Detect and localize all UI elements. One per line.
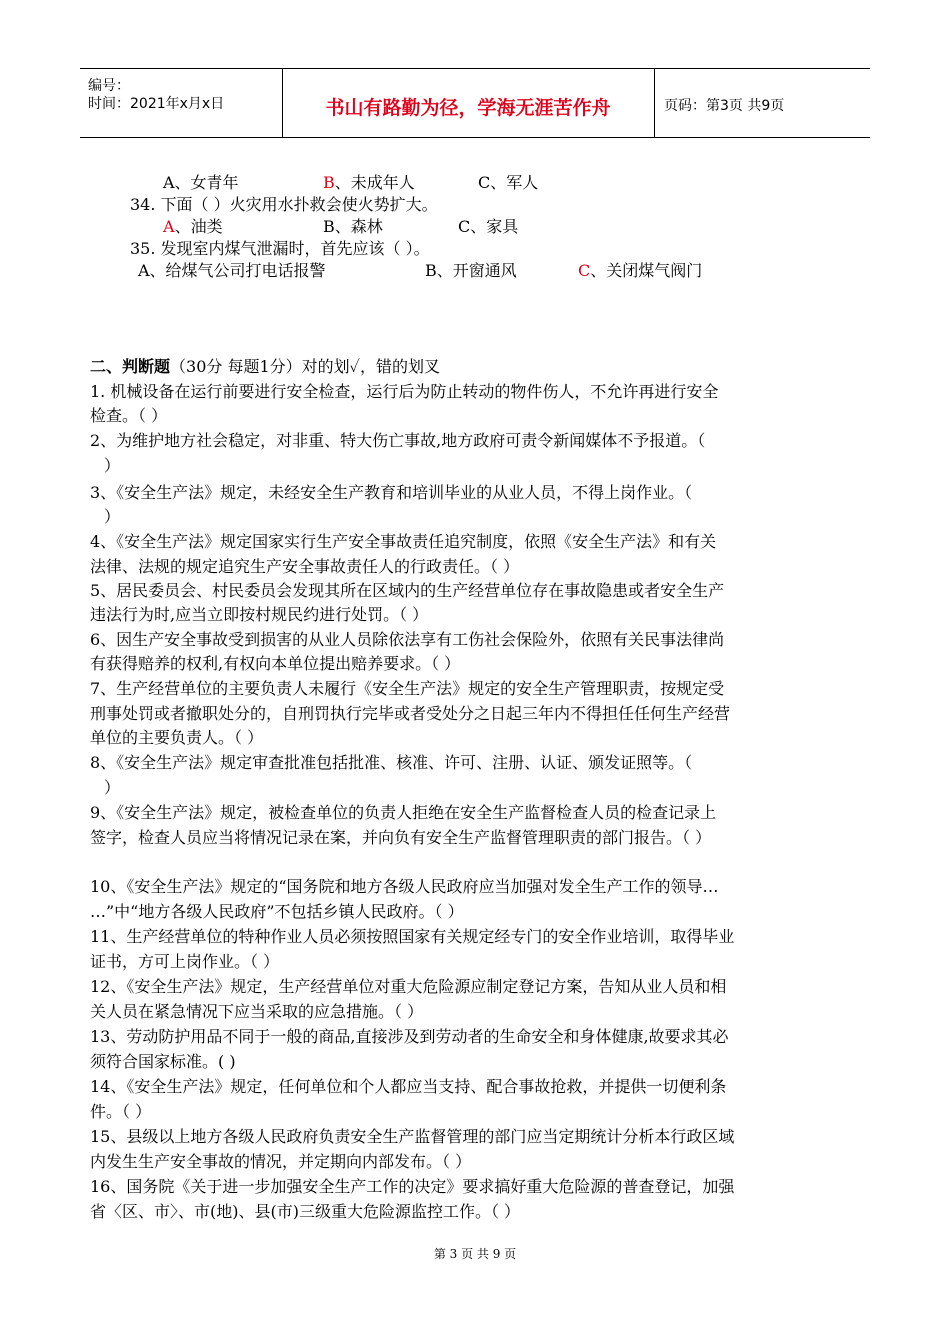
document-header [80,68,870,138]
q33-option-a: A、女青年 [163,173,239,192]
question-35: 35. 发现室内煤气泄漏时，首先应该（ ）。 [130,239,430,258]
question-line: …”中“地方各级人民政府”不包括乡镇人民政府。（ ） [90,902,464,921]
q34-option-c: C、家具 [458,217,519,236]
question-line: 关人员在紧急情况下应当采取的应急措施。（ ） [90,1002,424,1021]
q35-option-b: B、开窗通风 [425,261,517,280]
question-line: 刑事处罚或者撤职处分的，自刑罚执行完毕或者受处分之日起三年内不得担任任何生产经营 [90,704,731,723]
code-label: 编号： [88,78,130,94]
q33-option-b [323,170,415,193]
question-line: 13、劳动防护用品不同于一般的商品,直接涉及到劳动者的生命安全和身体健康,故要求其必 [90,1027,729,1046]
question-line: 省〈区、市〉、市(地)、县(市)三级重大危险源监控工作。（ ） [90,1202,521,1221]
q34-option-b: B、森林 [323,217,383,236]
header-page-cell [654,69,870,137]
question-line: 3、《安全生产法》规定，未经安全生产教育和培训毕业的从业人员，不得上岗作业。（ [90,483,693,502]
question-line: 证书，方可上岗作业。（ ） [90,952,280,971]
question-line: 法律、法规的规定追究生产安全事故责任人的行政责任。（ ） [90,557,520,576]
page-label: 页码：第3页 共9页 [664,98,785,114]
question-line: 7、生产经营单位的主要负责人未履行《安全生产法》规定的安全生产管理职责，按规定受 [90,679,725,698]
question-line: ） [104,778,121,797]
q33-option-c: C、军人 [478,173,539,192]
section-note: （30分 每题1分）对的划✓，错的划叉 [170,357,440,376]
question-line: 8、《安全生产法》规定审查批准包括批准、核准、许可、注册、认证、颁发证照等。（ [90,753,693,772]
page-footer: 第 3 页 共 9 页 [433,1247,517,1261]
question-line: ） [104,507,121,526]
question-line: 单位的主要负责人。（ ） [90,728,264,747]
question-line: 2、为维护地方社会稳定，对非重、特大伤亡事故,地方政府可责令新闻媒体不予报道。（ [90,431,706,450]
question-line: 14、《安全生产法》规定，任何单位和个人都应当支持、配合事故抢救，并提供一切便利条 [90,1077,727,1096]
option-text: 、油类 [174,217,223,236]
section-heading [90,354,440,377]
header-info-cell [80,69,283,137]
q35-option-c [578,258,702,281]
question-line: 1. 机械设备在运行前要进行安全检查，运行后为防止转动的物件伤人，不允许再进行安全 [90,382,719,401]
q35-option-a: A、给煤气公司打电话报警 [138,261,326,280]
question-line: 12、《安全生产法》规定，生产经营单位对重大危险源应制定登记方案，告知从业人员和相 [90,977,727,996]
header-motto-cell [282,69,655,137]
motto-text: 书山有路勤为径，学海无涯苦作舟 [325,97,611,119]
question-line: 有获得赔养的权利,有权向本单位提出赔养要求。（ ） [90,654,461,673]
question-line: 9、《安全生产法》规定，被检查单位的负责人拒绝在安全生产监督检查人员的检查记录上 [90,803,717,822]
answer-letter: A [163,217,175,236]
question-line: 签字，检查人员应当将情况记录在案，并向负有安全生产监督管理职责的部门报告。（ ） [90,828,712,847]
answer-letter: B [323,173,335,192]
question-34: 34. 下面（ ）火灾用水扑救会使火势扩大。 [130,195,438,214]
q34-option-a [163,214,223,237]
option-text: 、未成年人 [334,173,415,192]
question-line: 10、《安全生产法》规定的“国务院和地方各级人民政府应当加强对发全生产工作的领导… [90,877,719,896]
question-line: 6、因生产安全事故受到损害的从业人员除依法享有工伤社会保险外，依照有关民事法律尚 [90,630,725,649]
question-line: 内发生生产安全事故的情况，并定期向内部发布。（ ） [90,1152,472,1171]
question-line: ） [104,456,121,475]
question-line: 5、居民委员会、村民委员会发现其所在区域内的生产经营单位存在事故隐患或者安全生产 [90,581,725,600]
question-line: 检查。（ ） [90,406,168,425]
question-line: 16、国务院《关于进一步加强安全生产工作的决定》要求搞好重大危险源的普查登记，加强 [90,1177,735,1196]
question-line: 11、生产经营单位的特种作业人员必须按照国家有关规定经专门的安全作业培训，取得毕业 [90,927,735,946]
answer-letter: C [578,261,591,280]
question-line: 4、《安全生产法》规定国家实行生产安全事故责任追究制度，依照《安全生产法》和有关 [90,532,717,551]
question-line: 件。（ ） [90,1102,152,1121]
question-line: 15、县级以上地方各级人民政府负责安全生产监督管理的部门应当定期统计分析本行政区域 [90,1127,735,1146]
question-line: 违法行为时,应当立即按村规民约进行处罚。（ ） [90,605,429,624]
section-title: 二、判断题 [90,357,171,376]
option-text: 、关闭煤气阀门 [590,261,703,280]
question-line: 须符合国家标准。( ) [90,1052,236,1071]
time-label: 时间：2021年x月x日 [88,96,225,112]
